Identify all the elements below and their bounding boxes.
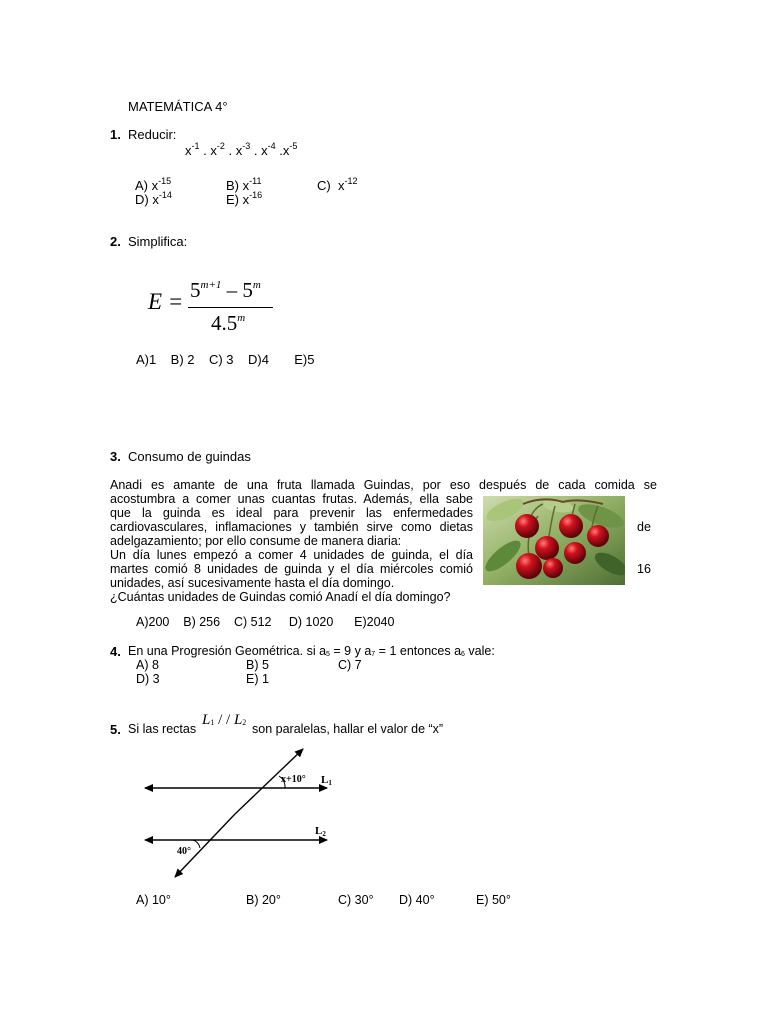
q2-number: 2. (110, 234, 121, 249)
q4-number: 4. (110, 644, 121, 659)
q3-number: 3. (110, 449, 121, 464)
q3-line-1: Anadi es amante de una fruta llamada Guindas, por eso después de cada comida se (110, 478, 657, 492)
q5-option-a: A) 10° (136, 893, 171, 907)
q2-formula-denominator: 4.5$^m$ (211, 311, 246, 335)
q1-term: $x^{-2}$ . (210, 141, 236, 158)
q1-term: $x^{-1}$ . (185, 141, 211, 158)
q1-option-b: B) $x^{-11}$ (226, 176, 262, 193)
q3-line-3: que la guinda es ideal para prevenir las enfermedades (110, 506, 473, 520)
q2-options: A)1 B) 2 C) 3 D)4 E)5 (136, 352, 315, 367)
q2-formula-lhs: E = (148, 289, 184, 314)
q4-option-b: B) 5 (246, 658, 269, 672)
q5-prompt-start: Si las rectas (128, 722, 197, 736)
q3-right-word-16: 16 (637, 562, 651, 576)
q1-number: 1. (110, 127, 121, 142)
q1-option-c: C) $x^{-12}$ (317, 176, 358, 193)
line-l2-label: L2 (315, 825, 326, 838)
q2-prompt: Simplifica: (128, 234, 188, 249)
q1-prompt: Reducir: (128, 127, 177, 142)
q5-option-b: B) 20° (246, 893, 281, 907)
q1-option-a: A) $x^{-15}$ (135, 176, 172, 193)
q4-option-c: C) 7 (338, 658, 362, 672)
parallel-lines-figure (135, 740, 345, 885)
q3-line-4: cardiovasculares, inflamaciones y también sirve como dietas (110, 520, 473, 534)
q2-formula-numerator: $5^{m+1} - 5^m$ (190, 278, 261, 302)
q5-number: 5. (110, 722, 121, 737)
q1-term: $x^{-3}$ . (235, 141, 262, 158)
angle-bottom-arc (193, 840, 200, 848)
q5-option-c: C) 30° (338, 893, 374, 907)
q2-fraction-bar (188, 307, 273, 308)
q3-line-5: adelgazamiento; por ello consume de manera diaria: (110, 534, 402, 548)
cherries-photo (483, 496, 625, 585)
q3-line-9: ¿Cuántas unidades de Guindas comió Anadí el día domingo? (110, 590, 451, 604)
q3-options: A)200 B) 256 C) 512 D) 1020 E)2040 (136, 615, 395, 629)
q5-option-d: D) 40° (399, 893, 435, 907)
page-header: MATEMÁTICA 4° (128, 99, 228, 114)
line-l1-label: L1 (321, 774, 332, 787)
q1-option-e: E) $x^{-16}$ (226, 190, 263, 207)
q3-title: Consumo de guindas (128, 449, 251, 464)
q5-parallel-notation: $L_1$ / / $L_2$ (202, 712, 247, 728)
q4-option-d: D) 3 (136, 672, 160, 686)
q3-line-2: acostumbra a comer unas cuantas frutas. Además, ella sabe (110, 492, 473, 506)
q1-option-d: D) $x^{-14}$ (135, 190, 172, 207)
q1-expression (185, 143, 297, 158)
q3-right-word-de: de (637, 520, 651, 534)
q3-line-7: martes comió 8 unidades de guinda y el día miércoles comió (110, 562, 473, 576)
q4-option-a: A) 8 (136, 658, 159, 672)
q3-line-6: Un día lunes empezó a comer 4 unidades de guinda, el día (110, 548, 473, 562)
q1-term: $x^{-4}$ . (261, 141, 283, 158)
q3-line-8: unidades, así sucesivamente hasta el día domingo. (110, 576, 395, 590)
q5-prompt-end: son paralelas, hallar el valor de “x” (252, 722, 444, 736)
angle-top-label: x+10° (281, 774, 306, 785)
q4-option-e: E) 1 (246, 672, 269, 686)
angle-bottom-label: 40° (177, 846, 191, 857)
q1-term: $x^{-5}$ (282, 141, 298, 158)
q5-option-e: E) 50° (476, 893, 511, 907)
q4-prompt: En una Progresión Geométrica. si $a_5 = 9$ y $a_7 = 1$ entonces $a_6$ vale: (128, 644, 495, 658)
